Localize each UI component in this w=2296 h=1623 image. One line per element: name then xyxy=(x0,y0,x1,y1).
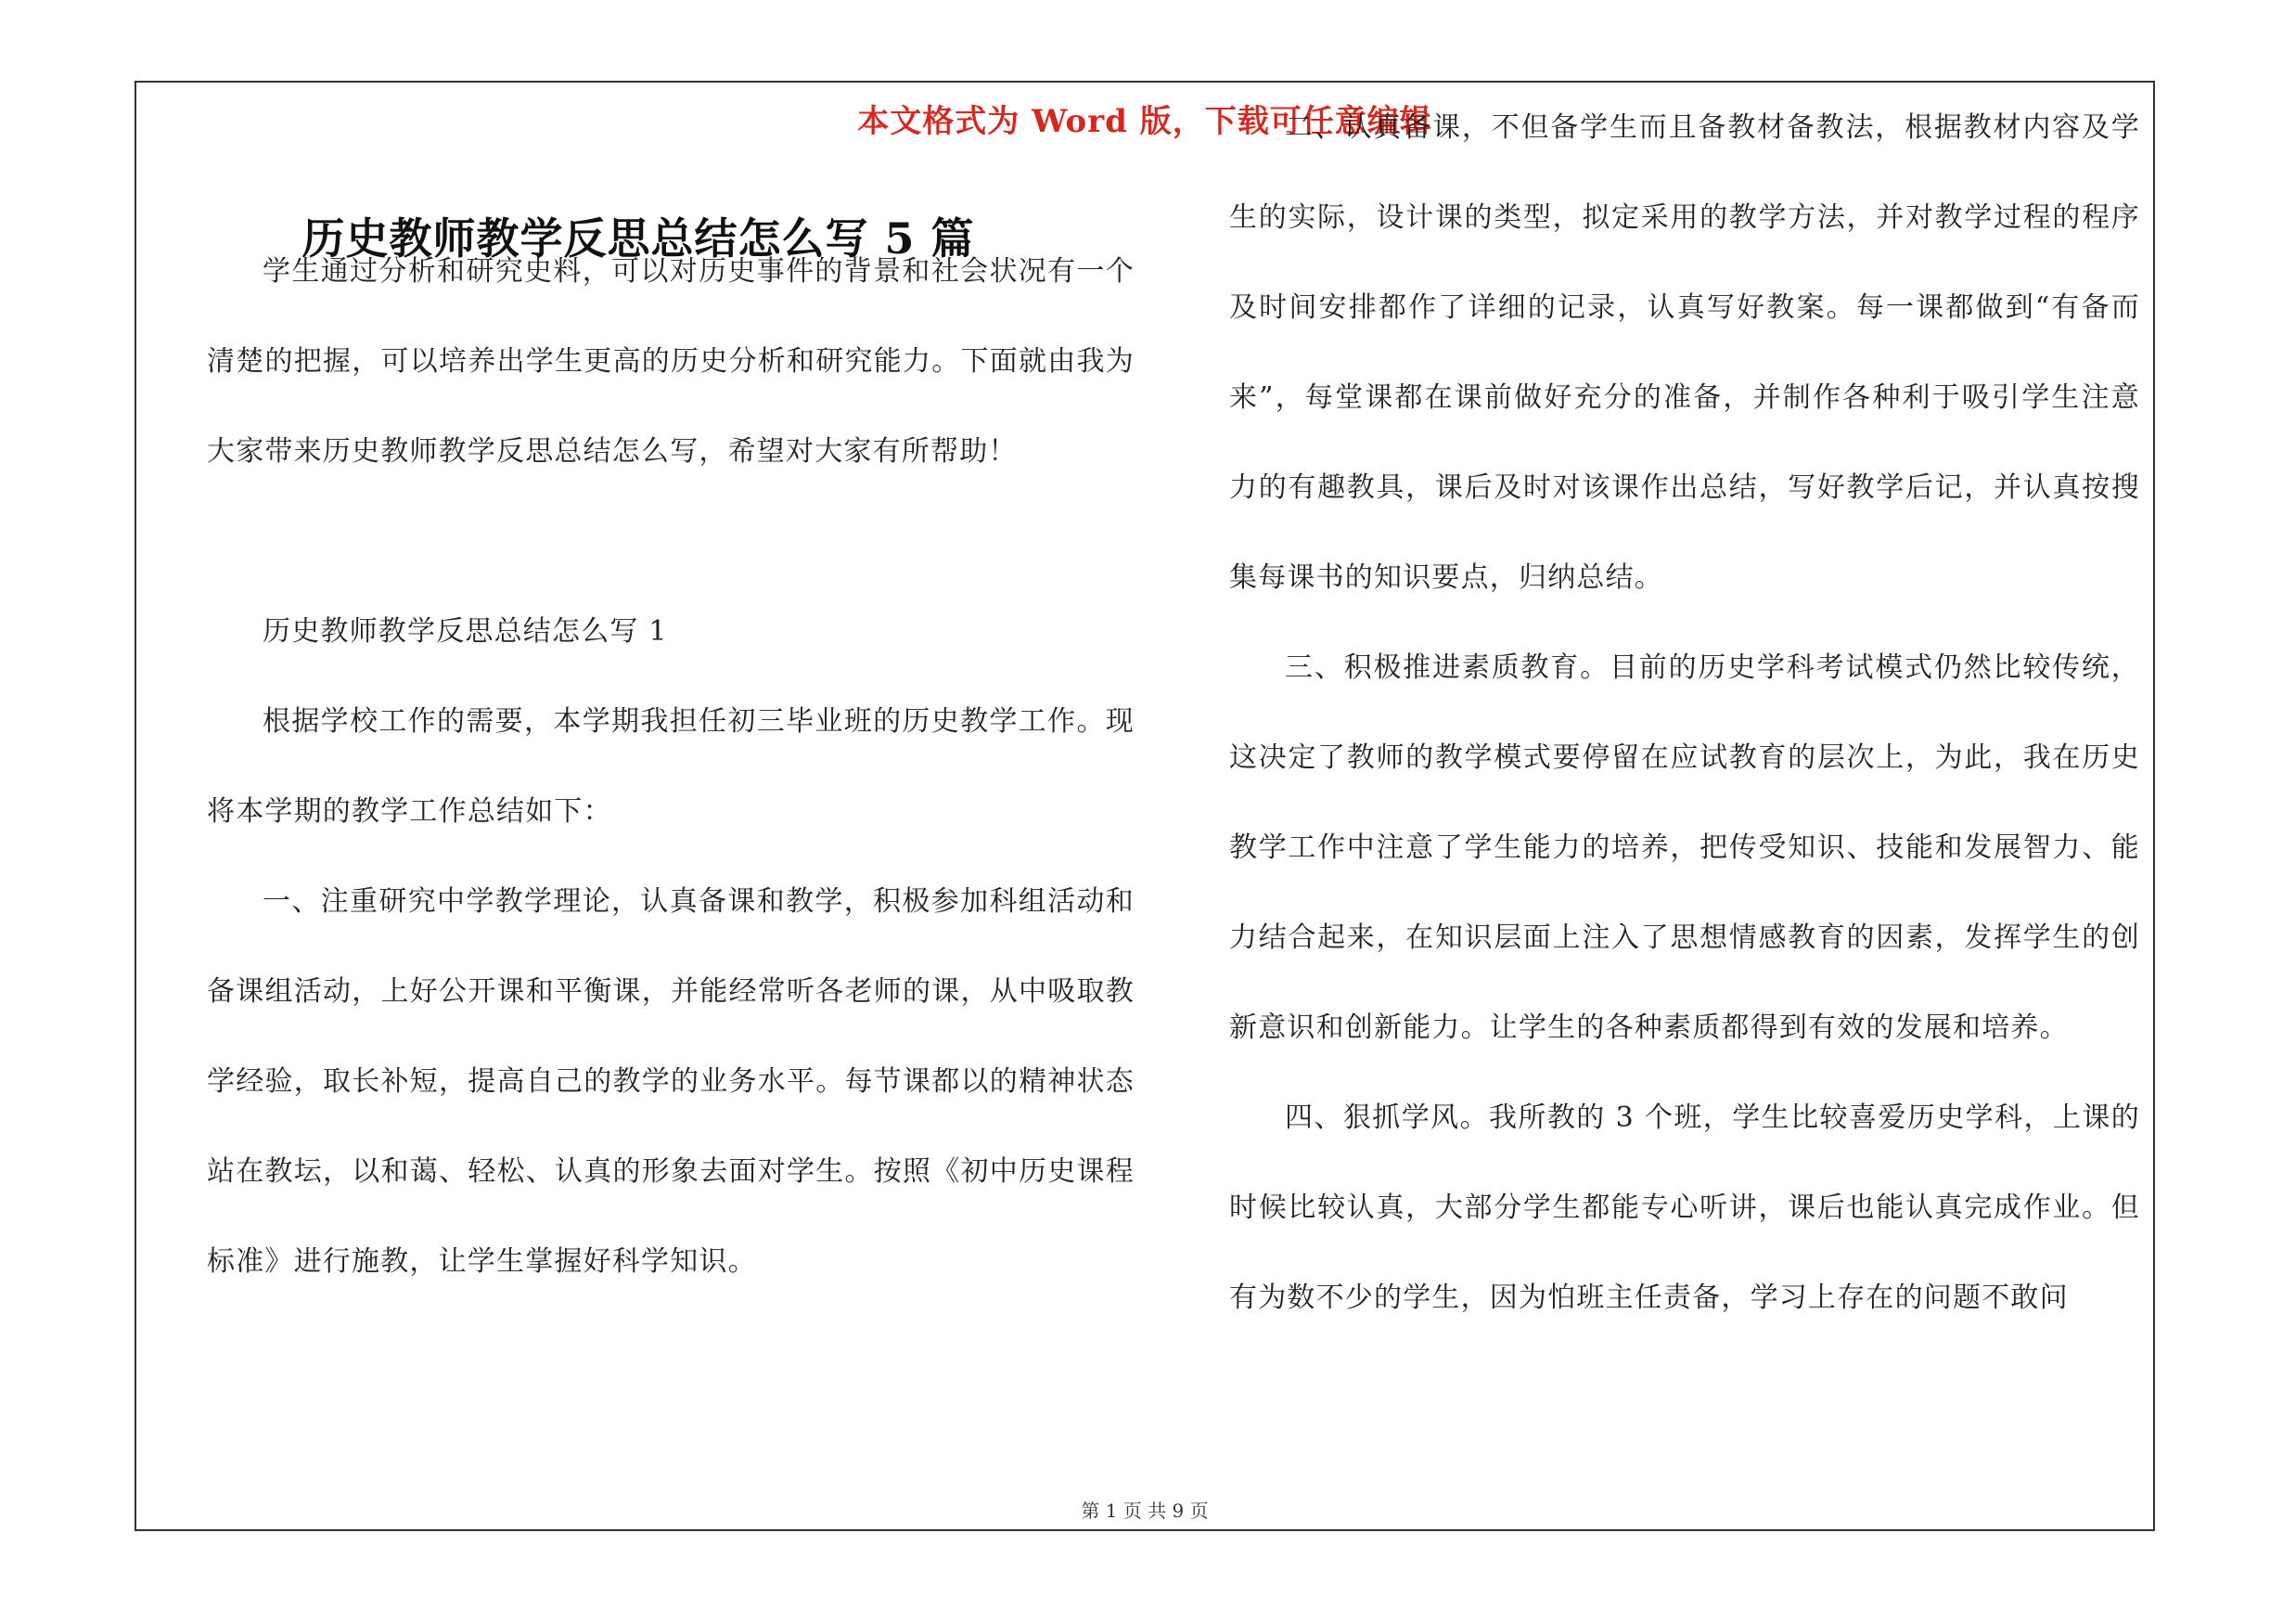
section-heading: 历史教师教学反思总结怎么写 1 xyxy=(263,615,668,648)
document-page xyxy=(135,81,2155,1531)
body-paragraph: 二、认真备课，不但备学生而且备教材备教法，根据教材内容及学生的实际，设计课的类型，拟定采用的教学方法，并对教学过程的程序及时间安排都作了详细的记录，认真写好教案。每一课都做到“有备而来”，每堂课都在课前做好充分的准备，并制作各种利于吸引学生注意力的有趣教具，课后及时对该课作出总结，写好教学后记，并认真按搜集每课书的知识要点，归纳总结。 xyxy=(1229,111,2140,594)
body-paragraph: 根据学校工作的需要，本学期我担任初三毕业班的历史教学工作。现将本学期的教学工作总结如下： xyxy=(207,705,1135,828)
body-paragraph: 三、积极推进素质教育。目前的历史学科考试模式仍然比较传统，这决定了教师的教学模式要停留在应试教育的层次上，为此，我在历史教学工作中注意了学生能力的培养，把传受知识、技能和发展智力、能力结合起来，在知识层面上注入了思想情感教育的因素，发挥学生的创新意识和创新能力。让学生的各种素质都得到有效的发展和培养。 xyxy=(1229,651,2140,1044)
intro-paragraph: 学生通过分析和研究史料，可以对历史事件的背景和社会状况有一个清楚的把握，可以培养出学生更高的历史分析和研究能力。下面就由我为大家带来历史教师教学反思总结怎么写，希望对大家有所帮助！ xyxy=(207,255,1135,468)
page-number: 第 1 页 共 9 页 xyxy=(1081,1500,1209,1522)
body-paragraph: 四、狠抓学风。我所教的 3 个班，学生比较喜爱历史学科，上课的时候比较认真，大部分学生都能专心听讲，课后也能认真完成作业。但有为数不少的学生，因为怕班主任责备，学习上存在的问题不敢问 xyxy=(1229,1101,2140,1314)
body-paragraph: 一、注重研究中学教学理论，认真备课和教学，积极参加科组活动和备课组活动，上好公开课和平衡课，并能经常听各老师的课，从中吸取教学经验，取长补短，提高自己的教学的业务水平。每节课都以的精神状态站在教坛，以和蔼、轻松、认真的形象去面对学生。按照《初中历史课程标准》进行施教，让学生掌握好科学知识。 xyxy=(207,885,1135,1278)
document-title: 历史教师教学反思总结怎么写 5 篇 xyxy=(301,213,975,264)
format-banner: 本文格式为 Word 版，下载可任意编辑 xyxy=(857,103,1432,140)
